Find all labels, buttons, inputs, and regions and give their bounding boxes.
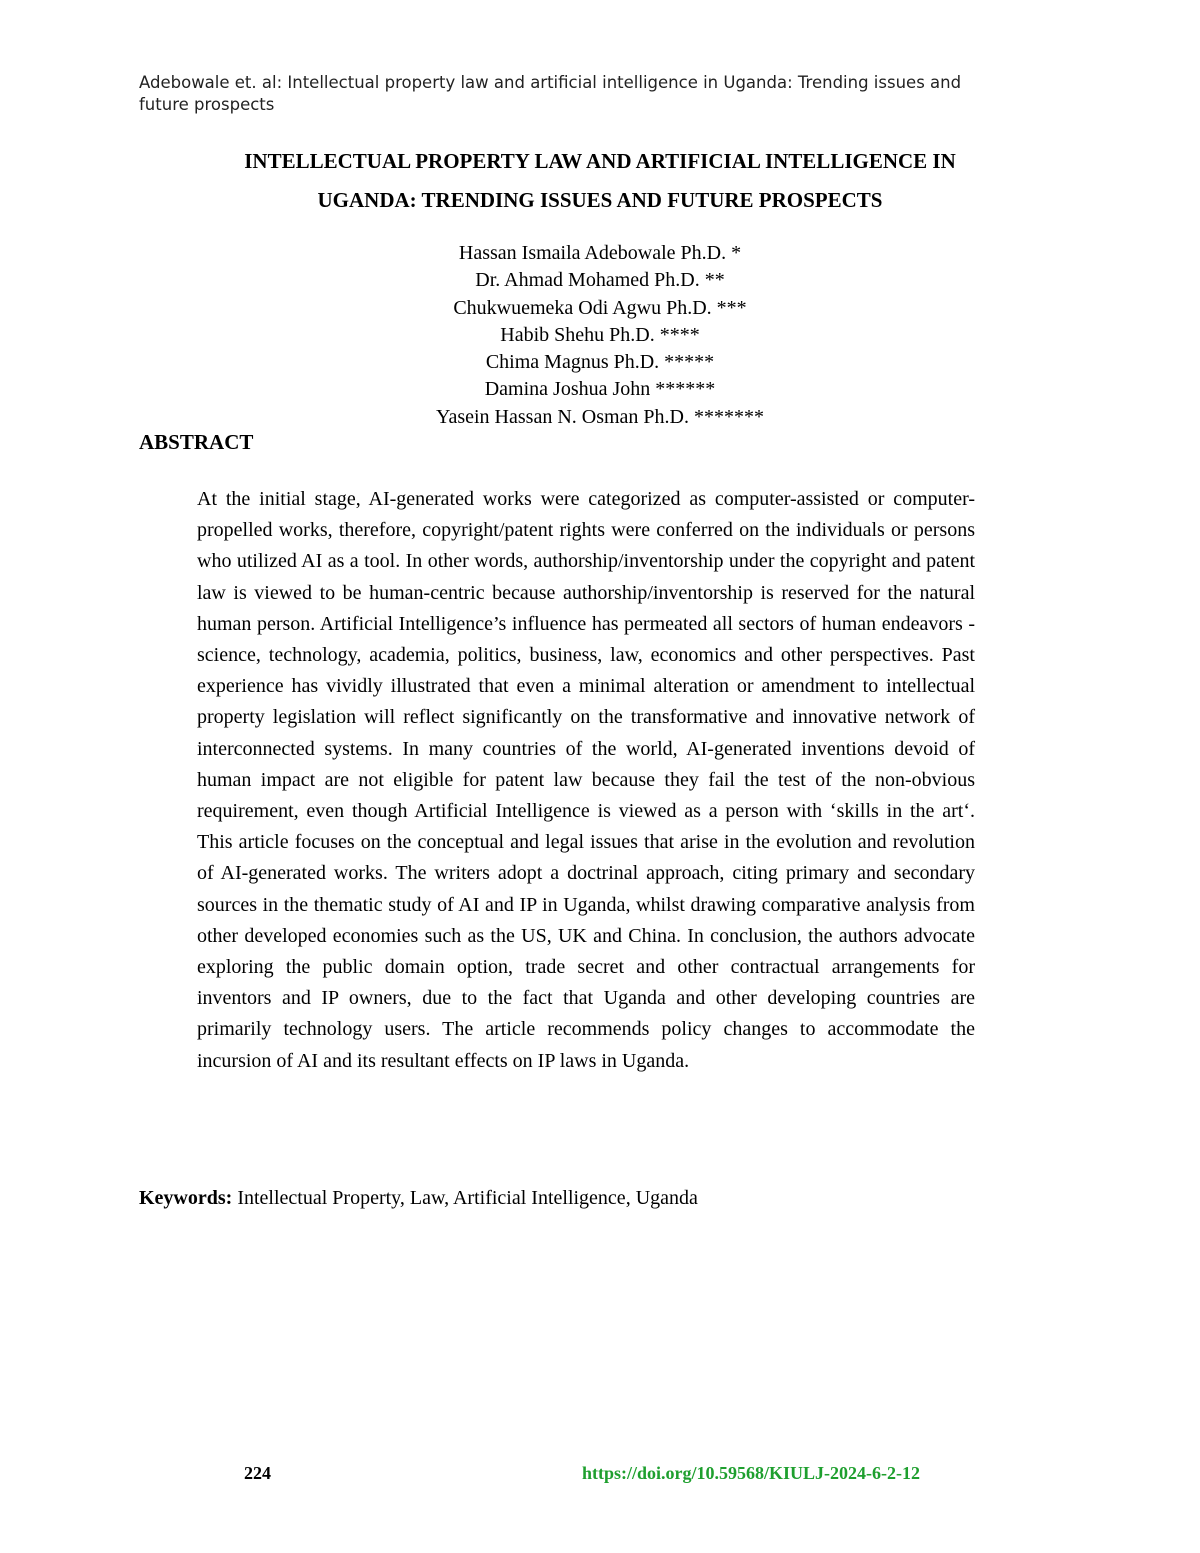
keywords-label: Keywords: (139, 1187, 233, 1209)
author-list (200, 240, 1000, 431)
author-name: Habib Shehu Ph.D. **** (500, 323, 700, 346)
author-name: Hassan Ismaila Adebowale Ph.D. * (458, 242, 742, 264)
running-header: Adebowale et. al: Intellectual property law and artificial intelligence in Uganda: Trending issues and future prospects (139, 73, 962, 114)
author-name: Dr. Ahmad Mohamed Ph.D. ** (475, 269, 725, 292)
keywords-value: Intellectual Property, Law, Artificial Intelligence, Uganda (237, 1187, 698, 1209)
title-line-1: INTELLECTUAL PROPERTY LAW AND ARTIFICIAL INTELLIGENCE IN (244, 149, 956, 173)
keywords-line (139, 1184, 1039, 1212)
author-name: Damina Joshua John ****** (484, 378, 716, 401)
author-name: Yasein Hassan N. Osman Ph.D. ******* (436, 405, 764, 428)
paper-title (120, 142, 1080, 220)
author-name: Chima Magnus Ph.D. ***** (485, 351, 715, 374)
author-name: Chukwuemeka Odi Agwu Ph.D. *** (453, 296, 747, 319)
abstract-text: At the initial stage, AI-generated works were categorized as computer-assisted or computer-propelled works, therefore, copyright/patent rights were conferred on the individuals or persons who utilized AI as a tool. In other words, authorship/inventorship under the copyright and patent law is viewed to be human-centric because authorship/inventorship is reserved for the natural human person. Artificial Intelligence’s influence has permeated all sectors of human endeavors - science, technology, academia, politics, business, law, economics and other perspectives. Past experience has vividly illustrated that even a minimal alteration or amendment to intellectual property legislation will reflect significantly on the transformative and innovative network of interconnected systems. In many countries of the world, AI-generated inventions devoid of human impact are not eligible for patent law because they fail the test of the non-obvious requirement, even though Artificial Intelligence is viewed as a person with ‘skills in the art‘. This article focuses on the conceptual and legal issues that arise in the evolution and revolution of AI-generated works. The writers adopt a doctrinal approach, citing primary and secondary sources in the thematic study of AI and IP in Uganda, whilst drawing comparative analysis from other developed economies such as the US, UK and China. In conclusion, the authors advocate exploring the public domain option, trade secret and other contractual arrangements for inventors and IP owners, due to the fact that Uganda and other developing countries are primarily technology users. The article recommends policy changes to accommodate the incursion of AI and its resultant effects on IP laws in Uganda. (197, 488, 975, 1072)
doi-link[interactable]: https://doi.org/10.59568/KIULJ-2024-6-2-12 (582, 1463, 921, 1483)
abstract-heading: ABSTRACT (139, 430, 254, 454)
page-number: 224 (244, 1463, 271, 1483)
title-line-2: UGANDA: TRENDING ISSUES AND FUTURE PROSPECTS (317, 188, 883, 212)
